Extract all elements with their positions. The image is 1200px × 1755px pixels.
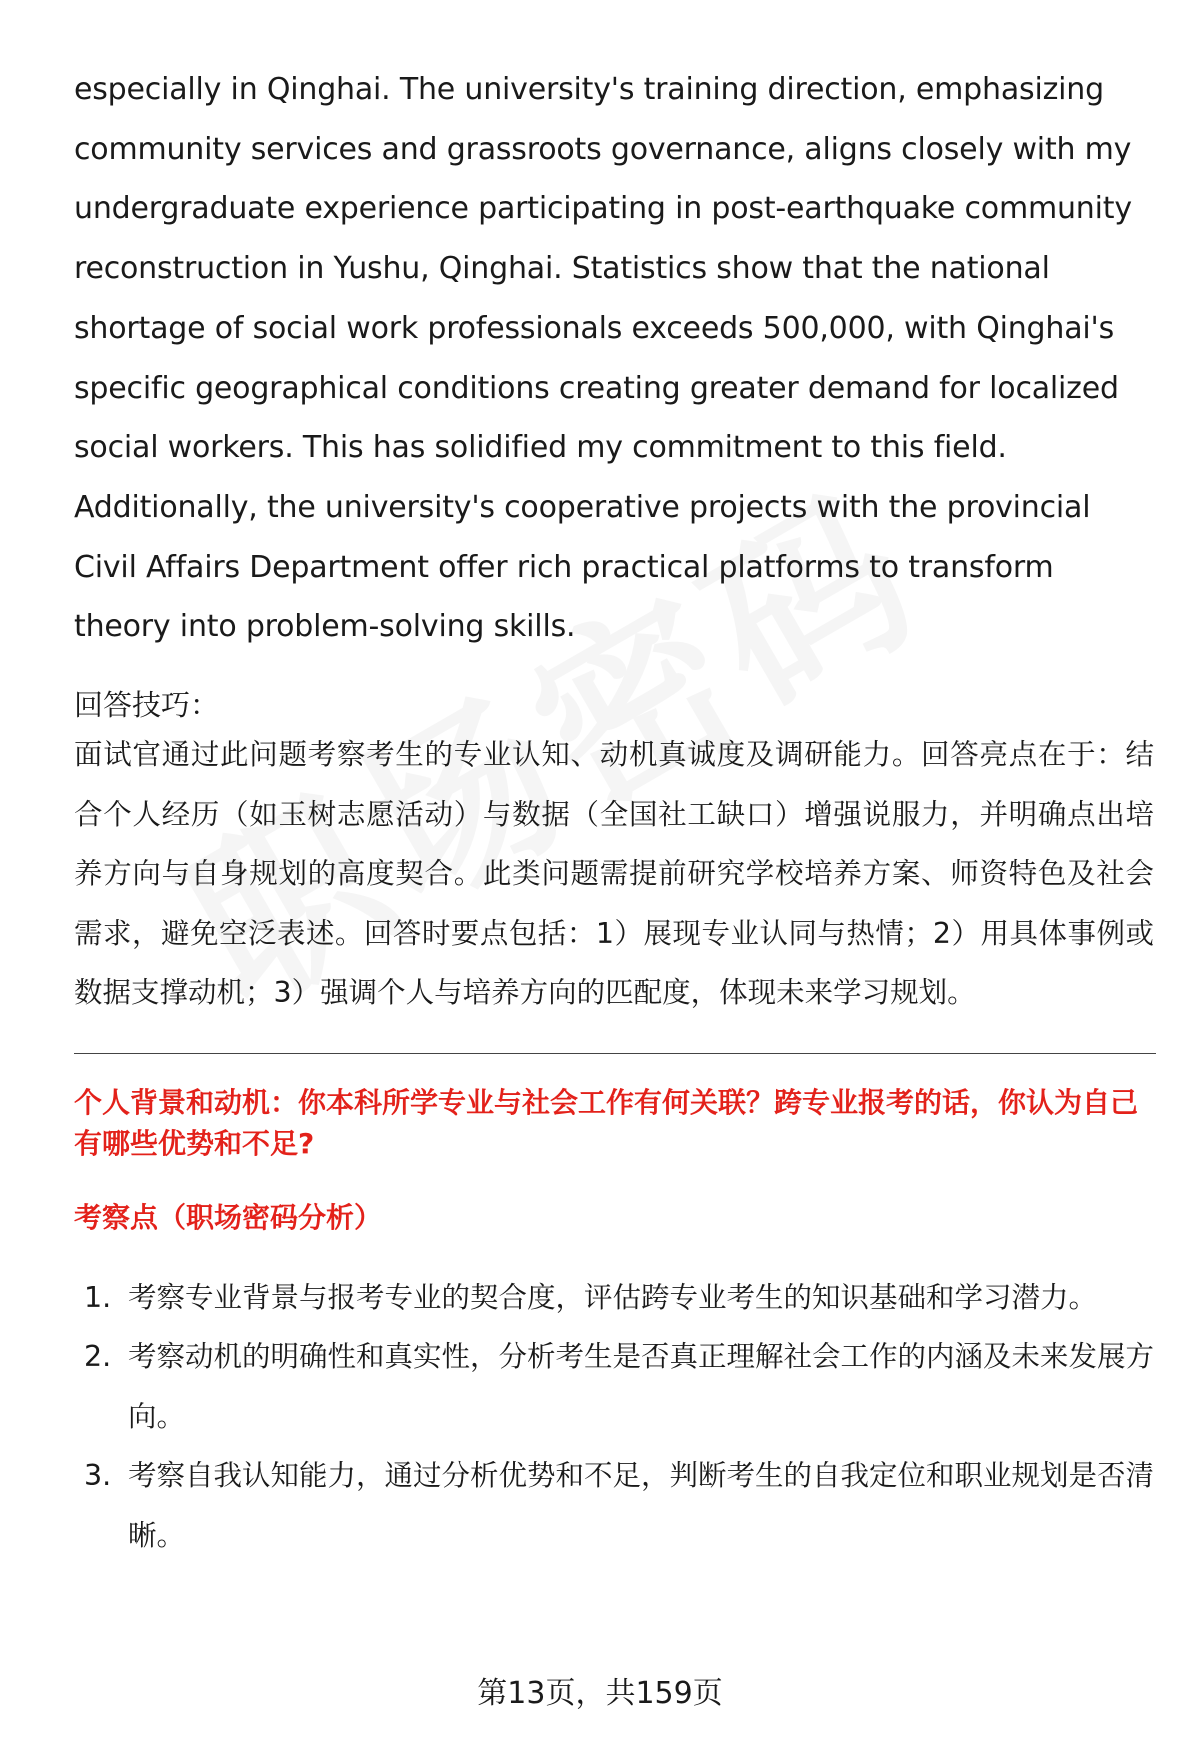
exam-points-list bbox=[74, 1268, 1154, 1566]
page-content bbox=[74, 60, 1154, 1565]
list-item-text: 考察自我认知能力，通过分析优势和不足，判断考生的自我定位和职业规划是否清晰。 bbox=[128, 1459, 1155, 1552]
list-item-number: 2. bbox=[84, 1340, 112, 1374]
english-answer-paragraph: especially in Qinghai. The university's training direction, emphasizing community services and grassroots governance, aligns closely with my undergraduate experience participating in post-earthquake community reconstruction in Yushu, Qinghai. Statistics show that the national shortage of social work professionals exceeds 500,000, with Qinghai's specific geographical conditions creating greater demand for localized social workers. This has solidified my commitment to this field. Additionally, the university's cooperative projects with the provincial Civil Affairs Department offer rich practical platforms to transform theory into problem-solving skills. bbox=[74, 72, 1132, 645]
list-item bbox=[74, 1268, 1154, 1328]
list-item-number: 3. bbox=[84, 1459, 112, 1493]
list-item bbox=[74, 1446, 1154, 1565]
page-number-footer: 第13页，共159页 bbox=[477, 1676, 723, 1711]
list-item-number: 1. bbox=[84, 1280, 112, 1314]
list-item bbox=[74, 1327, 1154, 1446]
tips-label: 回答技巧： bbox=[74, 688, 220, 723]
exam-points-title: 考察点（职场密码分析） bbox=[74, 1200, 383, 1234]
list-item-text: 考察专业背景与报考专业的契合度，评估跨专业考生的知识基础和学习潜力。 bbox=[128, 1280, 1098, 1314]
section-divider bbox=[74, 1053, 1156, 1054]
tips-text: 面试官通过此问题考察考生的专业认知、动机真诚度及调研能力。回答亮点在于：结合个人经历（如玉树志愿活动）与数据（全国社工缺口）增强说服力，并明确点出培养方向与自身规划的高度契合。此类问题需提前研究学校培养方案、师资特色及社会需求，避免空泛表述。回答时要点包括：1）展现专业认同与热情；2）用具体事例或数据支撑动机；3）强调个人与培养方向的匹配度，体现未来学习规划。 bbox=[74, 738, 1154, 1010]
list-item-text: 考察动机的明确性和真实性，分析考生是否真正理解社会工作的内涵及未来发展方向。 bbox=[128, 1340, 1155, 1433]
question-heading: 个人背景和动机：你本科所学专业与社会工作有何关联？跨专业报考的话，你认为自己有哪些优势和不足? bbox=[74, 1085, 1139, 1160]
